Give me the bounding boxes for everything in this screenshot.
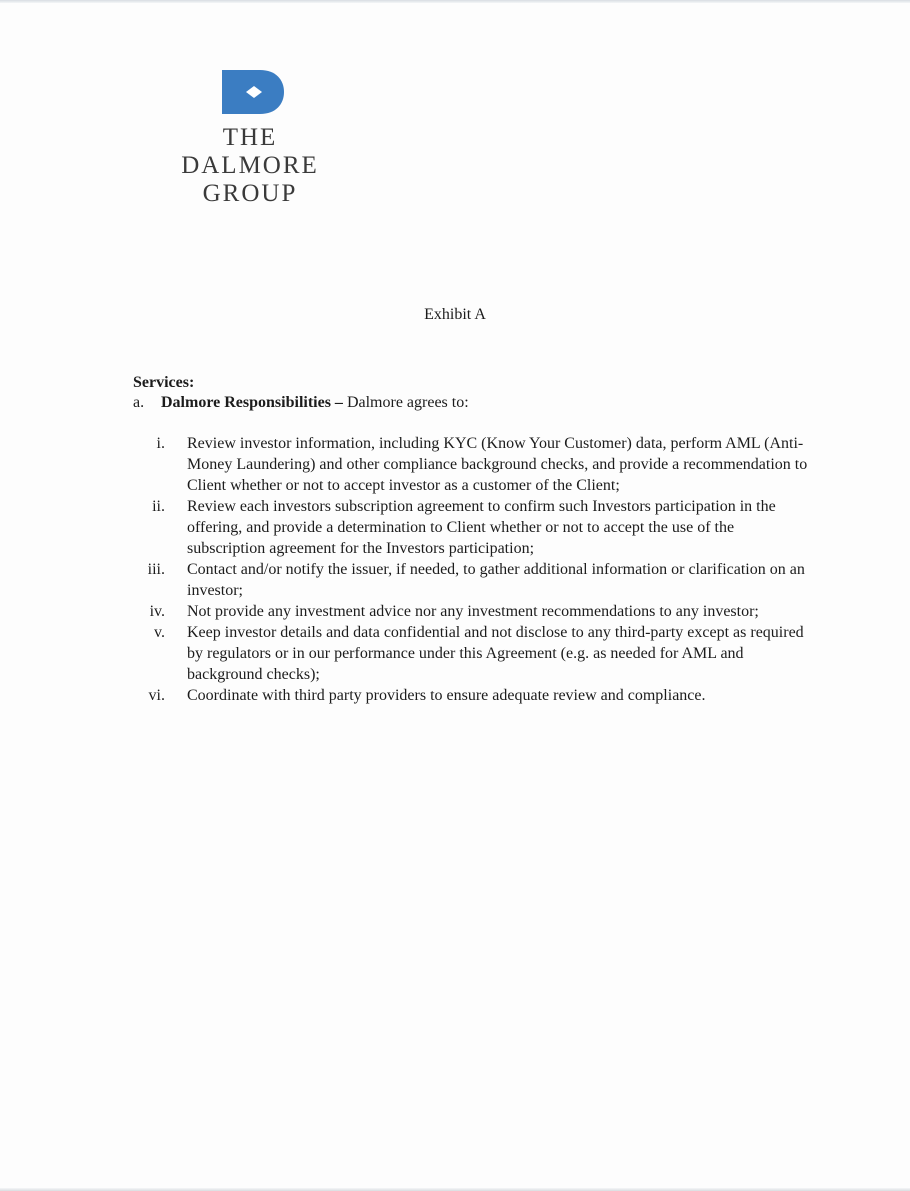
logo-wordmark xyxy=(155,124,345,208)
services-heading: Services: xyxy=(133,374,195,391)
logo-line-dalmore: DALMORE xyxy=(181,152,319,179)
list-item xyxy=(133,496,833,559)
list-item-text: Coordinate with third party providers to ensure adequate review and compliance. xyxy=(187,687,706,704)
list-item-text: Not provide any investment advice nor any investment recommendations to any investor; xyxy=(187,603,759,620)
exhibit-title: Exhibit A xyxy=(424,306,486,323)
scan-top-edge xyxy=(0,0,910,3)
list-numeral: v. xyxy=(154,624,165,641)
section-letter: a. xyxy=(133,394,145,411)
list-numeral: i. xyxy=(156,435,165,452)
section-title: Dalmore Responsibilities – xyxy=(161,394,343,411)
list-numeral: iv. xyxy=(149,603,165,620)
list-numeral: iii. xyxy=(147,561,165,578)
list-item-text: Review investor information, including KYC (Know Your Customer) data, perform AML (Anti-Money Laundering) and other compliance background checks, and provide a recommendation to Client whether or not to accept investor as a customer of the Client; xyxy=(187,435,808,494)
list-item xyxy=(133,559,833,601)
section-intro: Dalmore agrees to: xyxy=(342,394,469,411)
logo-line-group: GROUP xyxy=(202,180,298,207)
section-a-heading xyxy=(133,394,469,412)
list-item-text: Review each investors subscription agreement to confirm such Investors participation in the offering, and provide a determination to Client whether or not to accept the use of the subscription agreement for the Investors participation; xyxy=(187,498,776,557)
list-item xyxy=(133,685,833,706)
list-item-text: Contact and/or notify the issuer, if needed, to gather additional information or clarification on an investor; xyxy=(187,561,805,599)
list-numeral: vi. xyxy=(148,687,165,704)
list-item xyxy=(133,622,833,685)
list-numeral: ii. xyxy=(152,498,165,515)
company-logo xyxy=(155,68,345,218)
list-item xyxy=(133,601,833,622)
dalmore-d-diamond-icon xyxy=(222,70,284,114)
responsibilities-list xyxy=(133,433,833,706)
list-item-text: Keep investor details and data confidential and not disclose to any third-party except as required by regulators or in our performance under this Agreement (e.g. as needed for AML and background checks); xyxy=(187,624,804,683)
list-item xyxy=(133,433,833,496)
logo-line-the: THE xyxy=(222,124,278,151)
